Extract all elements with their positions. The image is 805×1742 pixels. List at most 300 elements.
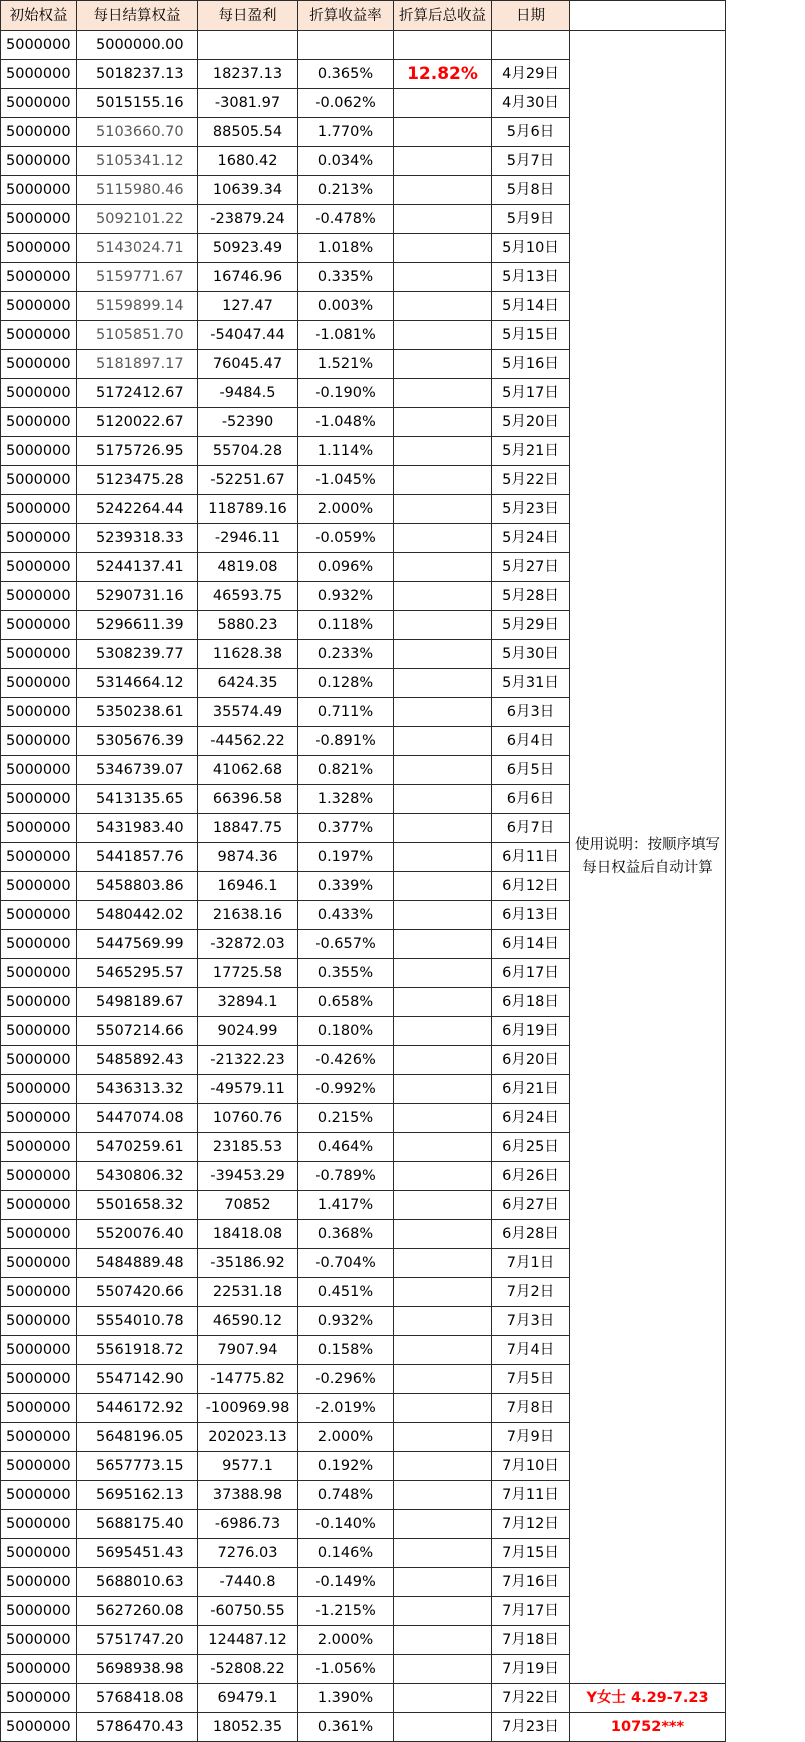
return-rate-cell[interactable]: 0.034% [298,147,394,176]
total-return-cell[interactable] [394,205,492,234]
daily-profit-cell[interactable]: 76045.47 [198,350,298,379]
date-cell[interactable]: 7月18日 [492,1626,570,1655]
daily-equity-cell[interactable]: 5627260.08 [77,1597,198,1626]
daily-profit-cell[interactable]: 69479.1 [198,1684,298,1713]
total-return-cell[interactable] [394,1655,492,1684]
initial-equity-cell[interactable]: 5000000 [1,901,77,930]
initial-equity-cell[interactable]: 5000000 [1,1191,77,1220]
date-cell[interactable]: 7月9日 [492,1423,570,1452]
initial-equity-cell[interactable]: 5000000 [1,1510,77,1539]
return-rate-cell[interactable]: 0.433% [298,901,394,930]
return-rate-cell[interactable]: 0.365% [298,60,394,89]
daily-equity-cell[interactable]: 5239318.33 [77,524,198,553]
return-rate-cell[interactable]: 0.096% [298,553,394,582]
initial-equity-cell[interactable]: 5000000 [1,1046,77,1075]
initial-equity-cell[interactable]: 5000000 [1,292,77,321]
daily-equity-cell[interactable]: 5413135.65 [77,785,198,814]
header-initial-equity[interactable]: 初始权益 [1,1,77,31]
daily-equity-cell[interactable]: 5015155.16 [77,89,198,118]
return-rate-cell[interactable]: -1.056% [298,1655,394,1684]
daily-equity-cell[interactable]: 5120022.67 [77,408,198,437]
daily-profit-cell[interactable]: -3081.97 [198,89,298,118]
return-rate-cell[interactable]: 0.658% [298,988,394,1017]
daily-equity-cell[interactable]: 5436313.32 [77,1075,198,1104]
date-cell[interactable]: 6月11日 [492,843,570,872]
daily-equity-cell[interactable]: 5520076.40 [77,1220,198,1249]
initial-equity-cell[interactable]: 5000000 [1,1539,77,1568]
header-date[interactable]: 日期 [492,1,570,31]
date-cell[interactable]: 5月13日 [492,263,570,292]
daily-equity-cell[interactable]: 5507420.66 [77,1278,198,1307]
date-cell[interactable]: 5月8日 [492,176,570,205]
daily-equity-cell[interactable]: 5470259.61 [77,1133,198,1162]
return-rate-cell[interactable]: 0.377% [298,814,394,843]
daily-equity-cell[interactable]: 5431983.40 [77,814,198,843]
total-return-cell[interactable] [394,524,492,553]
initial-equity-cell[interactable]: 5000000 [1,640,77,669]
return-rate-cell[interactable]: 0.003% [298,292,394,321]
daily-profit-cell[interactable]: -39453.29 [198,1162,298,1191]
total-return-cell[interactable] [394,1510,492,1539]
daily-equity-cell[interactable]: 5458803.86 [77,872,198,901]
return-rate-cell[interactable]: 1.018% [298,234,394,263]
initial-equity-cell[interactable]: 5000000 [1,1481,77,1510]
date-cell[interactable]: 6月17日 [492,959,570,988]
total-return-cell[interactable] [394,727,492,756]
initial-equity-cell[interactable]: 5000000 [1,1336,77,1365]
daily-profit-cell[interactable]: -52808.22 [198,1655,298,1684]
total-return-cell[interactable] [394,1191,492,1220]
initial-equity-cell[interactable]: 5000000 [1,872,77,901]
initial-equity-cell[interactable]: 5000000 [1,118,77,147]
return-rate-cell[interactable]: 0.932% [298,582,394,611]
return-rate-cell[interactable]: 0.158% [298,1336,394,1365]
initial-equity-cell[interactable]: 5000000 [1,437,77,466]
total-return-cell[interactable] [394,1336,492,1365]
daily-profit-cell[interactable]: 1680.42 [198,147,298,176]
initial-equity-cell[interactable]: 5000000 [1,379,77,408]
client-label[interactable]: Y女士 4.29-7.23 [570,1684,726,1713]
usage-note[interactable]: 使用说明：按顺序填写每日权益后自动计算 [570,31,726,1684]
return-rate-cell[interactable]: 2.000% [298,1423,394,1452]
daily-profit-cell[interactable]: 66396.58 [198,785,298,814]
total-return-cell[interactable] [394,1220,492,1249]
daily-equity-cell[interactable]: 5447569.99 [77,930,198,959]
initial-equity-cell[interactable]: 5000000 [1,1365,77,1394]
initial-equity-cell[interactable]: 5000000 [1,205,77,234]
initial-equity-cell[interactable]: 5000000 [1,147,77,176]
daily-profit-cell[interactable]: -49579.11 [198,1075,298,1104]
daily-equity-cell[interactable]: 5698938.98 [77,1655,198,1684]
return-rate-cell[interactable]: -0.296% [298,1365,394,1394]
date-cell[interactable]: 6月4日 [492,727,570,756]
return-rate-cell[interactable]: 0.368% [298,1220,394,1249]
date-cell[interactable]: 6月24日 [492,1104,570,1133]
daily-profit-cell[interactable]: 202023.13 [198,1423,298,1452]
daily-equity-cell[interactable]: 5103660.70 [77,118,198,147]
total-return-cell[interactable] [394,466,492,495]
daily-equity-cell[interactable]: 5498189.67 [77,988,198,1017]
return-rate-cell[interactable]: -0.891% [298,727,394,756]
initial-equity-cell[interactable]: 5000000 [1,843,77,872]
total-return-cell[interactable] [394,1423,492,1452]
daily-equity-cell[interactable]: 5446172.92 [77,1394,198,1423]
return-rate-cell[interactable]: 0.197% [298,843,394,872]
daily-profit-cell[interactable]: 11628.38 [198,640,298,669]
header-total-return[interactable]: 折算后总收益 [394,1,492,31]
initial-equity-cell[interactable]: 5000000 [1,727,77,756]
date-cell[interactable]: 6月3日 [492,698,570,727]
return-rate-cell[interactable]: 0.192% [298,1452,394,1481]
daily-equity-cell[interactable]: 5484889.48 [77,1249,198,1278]
daily-profit-cell[interactable]: -9484.5 [198,379,298,408]
daily-equity-cell[interactable]: 5768418.08 [77,1684,198,1713]
daily-profit-cell[interactable]: 21638.16 [198,901,298,930]
initial-equity-cell[interactable]: 5000000 [1,1655,77,1684]
total-return-cell[interactable] [394,959,492,988]
daily-profit-cell[interactable]: 23185.53 [198,1133,298,1162]
date-cell[interactable]: 5月31日 [492,669,570,698]
date-cell[interactable]: 5月17日 [492,379,570,408]
daily-equity-cell[interactable]: 5346739.07 [77,756,198,785]
date-cell[interactable]: 7月11日 [492,1481,570,1510]
total-return-cell[interactable] [394,321,492,350]
date-cell[interactable]: 6月21日 [492,1075,570,1104]
return-rate-cell[interactable]: -0.426% [298,1046,394,1075]
total-return-cell[interactable] [394,611,492,640]
initial-equity-cell[interactable]: 5000000 [1,524,77,553]
daily-profit-cell[interactable]: -7440.8 [198,1568,298,1597]
return-rate-cell[interactable]: 0.711% [298,698,394,727]
daily-profit-cell[interactable]: 70852 [198,1191,298,1220]
daily-equity-cell[interactable]: 5105341.12 [77,147,198,176]
return-rate-cell[interactable]: -0.704% [298,1249,394,1278]
daily-profit-cell[interactable]: 46593.75 [198,582,298,611]
daily-profit-cell[interactable]: -6986.73 [198,1510,298,1539]
initial-equity-cell[interactable]: 5000000 [1,321,77,350]
initial-equity-cell[interactable]: 5000000 [1,1626,77,1655]
client-id[interactable]: 10752*** [570,1713,726,1742]
date-cell[interactable]: 7月4日 [492,1336,570,1365]
date-cell[interactable]: 7月17日 [492,1597,570,1626]
date-cell[interactable]: 7月8日 [492,1394,570,1423]
total-return-cell[interactable] [394,292,492,321]
date-cell[interactable]: 6月26日 [492,1162,570,1191]
header-daily-equity[interactable]: 每日结算权益 [77,1,198,31]
date-cell[interactable]: 7月3日 [492,1307,570,1336]
total-return-cell[interactable] [394,1597,492,1626]
date-cell[interactable]: 5月7日 [492,147,570,176]
date-cell[interactable]: 5月21日 [492,437,570,466]
date-cell[interactable]: 6月27日 [492,1191,570,1220]
daily-profit-cell[interactable]: 37388.98 [198,1481,298,1510]
initial-equity-cell[interactable]: 5000000 [1,495,77,524]
daily-profit-cell[interactable]: -52390 [198,408,298,437]
total-return-cell[interactable] [394,640,492,669]
total-return-cell[interactable] [394,379,492,408]
return-rate-cell[interactable]: 0.451% [298,1278,394,1307]
initial-equity-cell[interactable]: 5000000 [1,959,77,988]
daily-equity-cell[interactable]: 5242264.44 [77,495,198,524]
daily-profit-cell[interactable]: -100969.98 [198,1394,298,1423]
daily-profit-cell[interactable]: -54047.44 [198,321,298,350]
date-cell[interactable]: 7月19日 [492,1655,570,1684]
daily-equity-cell[interactable]: 5172412.67 [77,379,198,408]
return-rate-cell[interactable]: 0.118% [298,611,394,640]
return-rate-cell[interactable]: 0.748% [298,1481,394,1510]
daily-equity-cell[interactable]: 5308239.77 [77,640,198,669]
initial-equity-cell[interactable]: 5000000 [1,408,77,437]
return-rate-cell[interactable]: 2.000% [298,1626,394,1655]
initial-equity-cell[interactable]: 5000000 [1,1017,77,1046]
return-rate-cell[interactable]: 1.328% [298,785,394,814]
daily-profit-cell[interactable]: 55704.28 [198,437,298,466]
date-cell[interactable] [492,31,570,60]
total-return-cell[interactable] [394,1249,492,1278]
total-return-cell[interactable] [394,872,492,901]
initial-equity-cell[interactable]: 5000000 [1,31,77,60]
daily-equity-cell[interactable]: 5657773.15 [77,1452,198,1481]
total-return-cell[interactable] [394,843,492,872]
daily-profit-cell[interactable]: 18847.75 [198,814,298,843]
daily-equity-cell[interactable]: 5554010.78 [77,1307,198,1336]
daily-equity-cell[interactable]: 5447074.08 [77,1104,198,1133]
daily-equity-cell[interactable]: 5290731.16 [77,582,198,611]
initial-equity-cell[interactable]: 5000000 [1,466,77,495]
total-return-cell[interactable] [394,437,492,466]
daily-profit-cell[interactable]: -21322.23 [198,1046,298,1075]
total-return-cell[interactable] [394,1481,492,1510]
return-rate-cell[interactable]: 0.821% [298,756,394,785]
date-cell[interactable]: 6月14日 [492,930,570,959]
daily-profit-cell[interactable]: 17725.58 [198,959,298,988]
return-rate-cell[interactable]: 0.180% [298,1017,394,1046]
initial-equity-cell[interactable]: 5000000 [1,1394,77,1423]
daily-profit-cell[interactable]: 9024.99 [198,1017,298,1046]
daily-equity-cell[interactable]: 5181897.17 [77,350,198,379]
date-cell[interactable]: 7月2日 [492,1278,570,1307]
initial-equity-cell[interactable]: 5000000 [1,1307,77,1336]
initial-equity-cell[interactable]: 5000000 [1,350,77,379]
return-rate-cell[interactable]: 1.114% [298,437,394,466]
date-cell[interactable]: 7月16日 [492,1568,570,1597]
daily-equity-cell[interactable]: 5305676.39 [77,727,198,756]
daily-profit-cell[interactable]: 4819.08 [198,553,298,582]
total-return-cell[interactable] [394,1133,492,1162]
daily-profit-cell[interactable]: -32872.03 [198,930,298,959]
total-return-cell[interactable] [394,1452,492,1481]
daily-profit-cell[interactable]: 5880.23 [198,611,298,640]
date-cell[interactable]: 5月14日 [492,292,570,321]
total-return-cell[interactable] [394,930,492,959]
return-rate-cell[interactable]: -0.149% [298,1568,394,1597]
date-cell[interactable]: 7月1日 [492,1249,570,1278]
return-rate-cell[interactable]: -0.992% [298,1075,394,1104]
date-cell[interactable]: 5月23日 [492,495,570,524]
daily-equity-cell[interactable]: 5547142.90 [77,1365,198,1394]
return-rate-cell[interactable]: 1.390% [298,1684,394,1713]
total-return-cell[interactable] [394,698,492,727]
initial-equity-cell[interactable]: 5000000 [1,698,77,727]
initial-equity-cell[interactable]: 5000000 [1,1220,77,1249]
initial-equity-cell[interactable]: 5000000 [1,89,77,118]
total-return-value[interactable]: 12.82% [394,60,492,89]
date-cell[interactable]: 5月28日 [492,582,570,611]
return-rate-cell[interactable]: -0.478% [298,205,394,234]
return-rate-cell[interactable]: 1.417% [298,1191,394,1220]
total-return-cell[interactable] [394,1626,492,1655]
date-cell[interactable]: 7月15日 [492,1539,570,1568]
date-cell[interactable]: 5月29日 [492,611,570,640]
daily-profit-cell[interactable]: -44562.22 [198,727,298,756]
daily-equity-cell[interactable]: 5786470.43 [77,1713,198,1742]
daily-equity-cell[interactable]: 5314664.12 [77,669,198,698]
date-cell[interactable]: 6月18日 [492,988,570,1017]
initial-equity-cell[interactable]: 5000000 [1,1249,77,1278]
return-rate-cell[interactable]: -0.789% [298,1162,394,1191]
total-return-cell[interactable] [394,1075,492,1104]
daily-profit-cell[interactable]: 18418.08 [198,1220,298,1249]
date-cell[interactable]: 5月16日 [492,350,570,379]
daily-profit-cell[interactable]: 18052.35 [198,1713,298,1742]
daily-equity-cell[interactable]: 5350238.61 [77,698,198,727]
return-rate-cell[interactable]: 2.000% [298,495,394,524]
initial-equity-cell[interactable]: 5000000 [1,785,77,814]
total-return-cell[interactable] [394,176,492,205]
return-rate-cell[interactable]: -0.657% [298,930,394,959]
total-return-cell[interactable] [394,1278,492,1307]
daily-profit-cell[interactable]: 124487.12 [198,1626,298,1655]
return-rate-cell[interactable] [298,31,394,60]
daily-equity-cell[interactable]: 5296611.39 [77,611,198,640]
total-return-cell[interactable] [394,1568,492,1597]
return-rate-cell[interactable]: -1.081% [298,321,394,350]
daily-equity-cell[interactable]: 5465295.57 [77,959,198,988]
daily-profit-cell[interactable]: -2946.11 [198,524,298,553]
daily-profit-cell[interactable]: 32894.1 [198,988,298,1017]
daily-equity-cell[interactable]: 5501658.32 [77,1191,198,1220]
daily-profit-cell[interactable]: 16746.96 [198,263,298,292]
total-return-cell[interactable] [394,756,492,785]
date-cell[interactable]: 5月30日 [492,640,570,669]
return-rate-cell[interactable]: -1.215% [298,1597,394,1626]
total-return-cell[interactable] [394,1017,492,1046]
date-cell[interactable]: 7月22日 [492,1684,570,1713]
date-cell[interactable]: 6月7日 [492,814,570,843]
return-rate-cell[interactable]: -0.140% [298,1510,394,1539]
total-return-cell[interactable] [394,234,492,263]
daily-equity-cell[interactable]: 5695162.13 [77,1481,198,1510]
initial-equity-cell[interactable]: 5000000 [1,234,77,263]
daily-profit-cell[interactable]: 88505.54 [198,118,298,147]
return-rate-cell[interactable]: 0.233% [298,640,394,669]
date-cell[interactable]: 6月19日 [492,1017,570,1046]
initial-equity-cell[interactable]: 5000000 [1,60,77,89]
return-rate-cell[interactable]: -1.045% [298,466,394,495]
return-rate-cell[interactable]: 0.213% [298,176,394,205]
return-rate-cell[interactable]: -2.019% [298,1394,394,1423]
daily-equity-cell[interactable]: 5092101.22 [77,205,198,234]
daily-profit-cell[interactable]: 9874.36 [198,843,298,872]
daily-equity-cell[interactable]: 5688010.63 [77,1568,198,1597]
return-rate-cell[interactable]: 0.361% [298,1713,394,1742]
date-cell[interactable]: 6月13日 [492,901,570,930]
total-return-cell[interactable] [394,988,492,1017]
daily-equity-cell[interactable]: 5695451.43 [77,1539,198,1568]
initial-equity-cell[interactable]: 5000000 [1,1423,77,1452]
initial-equity-cell[interactable]: 5000000 [1,1452,77,1481]
total-return-cell[interactable] [394,118,492,147]
return-rate-cell[interactable]: 0.215% [298,1104,394,1133]
total-return-cell[interactable] [394,1307,492,1336]
daily-equity-cell[interactable]: 5244137.41 [77,553,198,582]
daily-profit-cell[interactable]: 22531.18 [198,1278,298,1307]
date-cell[interactable]: 6月5日 [492,756,570,785]
return-rate-cell[interactable]: 0.146% [298,1539,394,1568]
total-return-cell[interactable] [394,1684,492,1713]
date-cell[interactable]: 5月24日 [492,524,570,553]
initial-equity-cell[interactable]: 5000000 [1,1568,77,1597]
total-return-cell[interactable] [394,1046,492,1075]
initial-equity-cell[interactable]: 5000000 [1,1162,77,1191]
total-return-cell[interactable] [394,89,492,118]
date-cell[interactable]: 7月5日 [492,1365,570,1394]
header-daily-profit[interactable]: 每日盈利 [198,1,298,31]
date-cell[interactable]: 6月12日 [492,872,570,901]
daily-equity-cell[interactable]: 5000000.00 [77,31,198,60]
daily-profit-cell[interactable]: 6424.35 [198,669,298,698]
total-return-cell[interactable] [394,785,492,814]
total-return-cell[interactable] [394,147,492,176]
daily-profit-cell[interactable]: 10760.76 [198,1104,298,1133]
daily-profit-cell[interactable]: 127.47 [198,292,298,321]
return-rate-cell[interactable]: 0.932% [298,1307,394,1336]
initial-equity-cell[interactable]: 5000000 [1,814,77,843]
initial-equity-cell[interactable]: 5000000 [1,669,77,698]
total-return-cell[interactable] [394,669,492,698]
initial-equity-cell[interactable]: 5000000 [1,1075,77,1104]
daily-equity-cell[interactable]: 5485892.43 [77,1046,198,1075]
initial-equity-cell[interactable]: 5000000 [1,263,77,292]
total-return-cell[interactable] [394,263,492,292]
daily-profit-cell[interactable]: -60750.55 [198,1597,298,1626]
date-cell[interactable]: 5月6日 [492,118,570,147]
total-return-cell[interactable] [394,1713,492,1742]
daily-equity-cell[interactable]: 5159899.14 [77,292,198,321]
daily-profit-cell[interactable]: 118789.16 [198,495,298,524]
total-return-cell[interactable] [394,1365,492,1394]
daily-profit-cell[interactable]: 41062.68 [198,756,298,785]
daily-profit-cell[interactable]: -14775.82 [198,1365,298,1394]
total-return-cell[interactable] [394,1104,492,1133]
total-return-cell[interactable] [394,553,492,582]
date-cell[interactable]: 5月22日 [492,466,570,495]
date-cell[interactable]: 5月15日 [492,321,570,350]
total-return-cell[interactable] [394,31,492,60]
daily-equity-cell[interactable]: 5175726.95 [77,437,198,466]
daily-profit-cell[interactable]: 7907.94 [198,1336,298,1365]
daily-profit-cell[interactable]: 46590.12 [198,1307,298,1336]
daily-equity-cell[interactable]: 5648196.05 [77,1423,198,1452]
return-rate-cell[interactable]: -0.062% [298,89,394,118]
daily-equity-cell[interactable]: 5143024.71 [77,234,198,263]
date-cell[interactable]: 7月10日 [492,1452,570,1481]
daily-profit-cell[interactable]: -23879.24 [198,205,298,234]
daily-equity-cell[interactable]: 5480442.02 [77,901,198,930]
date-cell[interactable]: 7月12日 [492,1510,570,1539]
daily-equity-cell[interactable]: 5123475.28 [77,466,198,495]
daily-profit-cell[interactable]: 10639.34 [198,176,298,205]
